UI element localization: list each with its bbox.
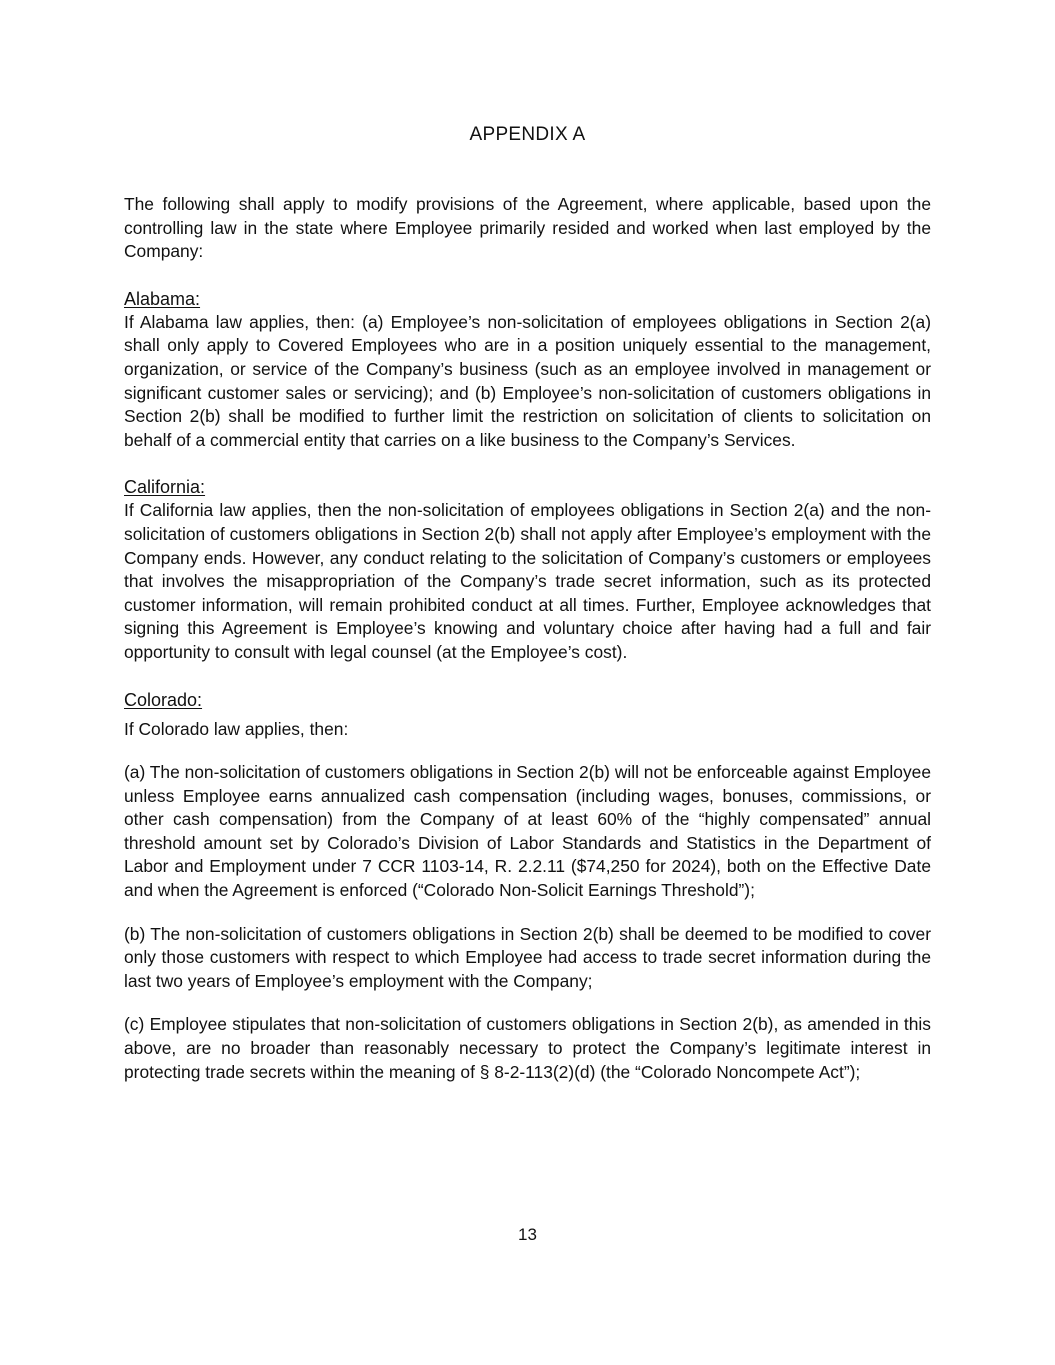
colorado-lead-paragraph: If Colorado law applies, then:	[124, 718, 349, 739]
california-paragraph: If California law applies, then the non-solicitation of employees obligations in Section 2(a) and the non-solicitation of customers obligations in Section 2(b) shall not apply after Employee’s employment with the Company ends. However, any conduct relating to the solicitation of Company’s customers or employees that involves the misappropriation of the Company’s trade secret information, such as its protected customer information, will remain prohibited conduct at all times. Further, Employee acknowledges that signing this Agreement is Employee’s knowing and voluntary choice after having had a full and fair opportunity to consult with legal counsel (at the Employee’s cost).	[124, 500, 931, 662]
appendix-title: APPENDIX A	[469, 124, 586, 145]
colorado-heading: Colorado:	[124, 689, 203, 710]
alabama-paragraph: If Alabama law applies, then: (a) Employee’s non-solicitation of employees obligations in Section 2(a) shall only apply to Covered Employees who are in a position uniquely essential to the management, organization, or service of the Company’s business (such as an employee involved in management or significant customer sales or servicing); and (b) Employee’s non-solicitation of customers obligations in Section 2(b) shall be modified to further limit the restriction on solicitation of clients to solicitation on behalf of a commercial entity that carries on a like business to the Company’s Services.	[124, 311, 931, 450]
document-body	[124, 193, 931, 1084]
colorado-item-a: (a) The non-solicitation of customers obligations in Section 2(b) will not be enforceable against Employee unless Employee earns annualized cash compensation (including wages, bonuses, commissions, or other cash compensation) from the Company of at least 60% of the “highly compensated” annual threshold amount set by Colorado’s Division of Labor Standards and Statistics in the Department of Labor and Employment under 7 CCR 1103-14, R. 2.2.11 ($74,250 for 2024), both on the Effective Date and when the Agreement is enforced (“Colorado Non-Solicit Earnings Threshold”);	[124, 762, 931, 901]
page-number: 13	[518, 1225, 537, 1244]
intro-paragraph: The following shall apply to modify provisions of the Agreement, where applicable, based upon the controlling law in the state where Employee primarily resided and worked when last employed by the Company:	[124, 194, 931, 262]
california-heading: California:	[124, 477, 206, 498]
colorado-item-b: (b) The non-solicitation of customers obligations in Section 2(b) shall be deemed to be modified to cover only those customers with respect to which Employee had access to trade secret information during the last two years of Employee’s employment with the Company;	[124, 923, 931, 991]
alabama-heading: Alabama:	[124, 288, 201, 309]
colorado-item-c: (c) Employee stipulates that non-solicitation of customers obligations in Section 2(b), as amended in this above, are no broader than reasonably necessary to protect the Company’s legitimate interest in protecting trade secrets within the meaning of § 8-2-113(2)(d) (the “Colorado Noncompete Act”);	[124, 1014, 931, 1082]
